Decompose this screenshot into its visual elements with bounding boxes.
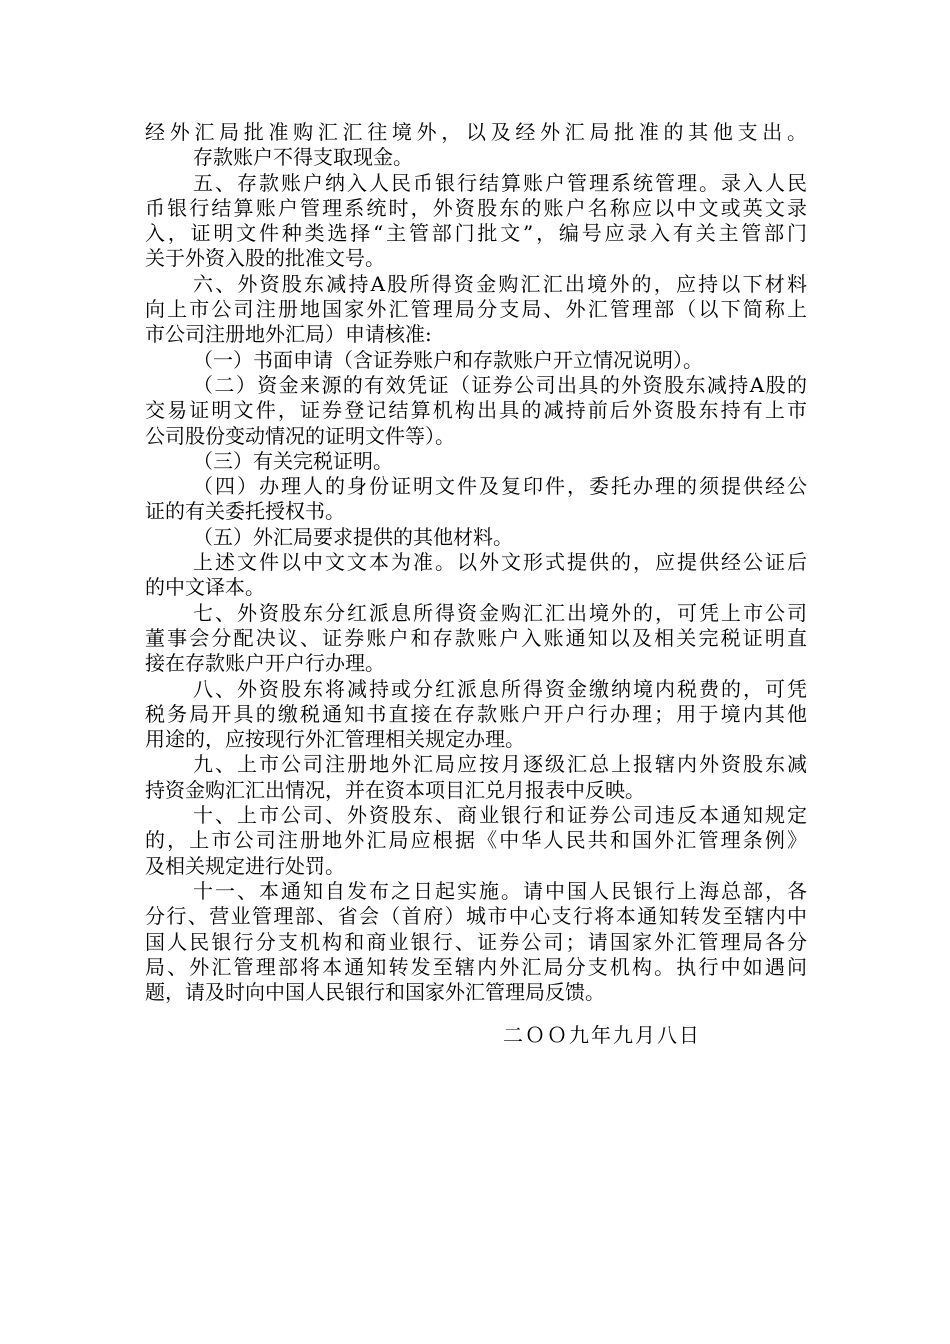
text-line: 及相关规定进行处罚。: [145, 853, 345, 878]
text-line: 六、外资股东减持A股所得资金购汇汇出境外的，应持以下材料: [193, 271, 807, 296]
paragraph: [145, 601, 807, 677]
text-line: 市公司注册地外汇局）申请核准:: [145, 322, 432, 347]
paragraph: [145, 803, 807, 879]
text-line: 关于外资入股的批准文号。: [145, 246, 385, 271]
paragraph: [145, 474, 807, 525]
paragraph: [145, 272, 807, 348]
text-line: 九、上市公司注册地外汇局应按月逐级汇总上报辖内外资股东减: [193, 752, 807, 777]
text-line: 八、外资股东将减持或分红派息所得资金缴纳境内税费的，可凭: [193, 676, 807, 701]
text-line: 的中文译本。: [145, 575, 265, 600]
text-line: 董事会分配决议、证券账户和存款账户入账通知以及相关完税证明直: [145, 625, 807, 650]
paragraph: [145, 145, 807, 170]
text-line: 用途的，应按现行外汇管理相关规定办理。: [145, 727, 525, 752]
text-line: 七、外资股东分红派息所得资金购汇汇出境外的，可凭上市公司: [193, 600, 807, 625]
text-line: 入，证明文件种类选择“主管部门批文”，编号应录入有关主管部门: [145, 221, 807, 246]
text-line: 国人民银行分支机构和商业银行、证券公司；请国家外汇管理局各分: [145, 929, 807, 954]
text-line: （五）外汇局要求提供的其他材料。: [193, 524, 513, 549]
text-line: 上述文件以中文文本为准。以外文形式提供的，应提供经公证后: [193, 550, 807, 575]
paragraph: [145, 449, 807, 474]
text-line: （一）书面申请（含证券账户和存款账户开立情况说明）。: [193, 347, 703, 372]
text-line: 税务局开具的缴税通知书直接在存款账户开户行办理；用于境内其他: [145, 701, 807, 726]
text-line: （四）办理人的身份证明文件及复印件，委托办理的须提供经公: [193, 474, 807, 499]
text-line: 的，上市公司注册地外汇局应根据《中华人民共和国外汇管理条例》: [145, 828, 807, 853]
text-line: 局、外汇管理部将本通知转发至辖内外汇局分支机构。执行中如遇问: [145, 954, 807, 979]
paragraph: [145, 373, 807, 449]
text-line: 五、存款账户纳入人民币银行结算账户管理系统管理。录入人民: [193, 170, 807, 195]
text-line: 存款账户不得支取现金。: [193, 145, 413, 170]
text-line: 题，请及时向中国人民银行和国家外汇管理局反馈。: [145, 980, 605, 1005]
text-line: 公司股份变动情况的证明文件等）。: [145, 423, 455, 448]
text-line: 持资金购汇汇出情况，并在资本项目汇兑月报表中反映。: [145, 777, 645, 802]
text-line: 交易证明文件，证券登记结算机构出具的减持前后外资股东持有上市: [145, 398, 807, 423]
text-line: 十、上市公司、外资股东、商业银行和证券公司违反本通知规定: [193, 803, 807, 828]
paragraph: [145, 677, 807, 753]
text-line: 经外汇局批准购汇汇往境外，以及经外汇局批准的其他支出。: [145, 120, 807, 144]
paragraph: [145, 171, 807, 272]
paragraph: [145, 752, 807, 803]
paragraph: [145, 550, 807, 601]
paragraph: [145, 525, 807, 550]
text-line: （二）资金来源的有效凭证（证券公司出具的外资股东减持A股的: [193, 372, 807, 397]
document-date: 二ＯＯ九年九月八日: [503, 1023, 701, 1047]
text-line: 分行、营业管理部、省会（首府）城市中心支行将本通知转发至辖内中: [145, 904, 807, 929]
text-line: 接在存款账户开户行办理。: [145, 651, 385, 676]
paragraph: [145, 348, 807, 373]
text-line: （三）有关完税证明。: [193, 448, 393, 473]
document-body: [145, 120, 807, 1005]
paragraph: [145, 120, 807, 145]
text-line: 十一、本通知自发布之日起实施。请中国人民银行上海总部，各: [193, 878, 807, 903]
paragraph: [145, 879, 807, 1005]
text-line: 币银行结算账户管理系统时，外资股东的账户名称应以中文或英文录: [145, 195, 807, 220]
text-line: 向上市公司注册地国家外汇管理局分支局、外汇管理部（以下简称上: [145, 297, 807, 322]
text-line: 证的有关委托授权书。: [145, 499, 345, 524]
